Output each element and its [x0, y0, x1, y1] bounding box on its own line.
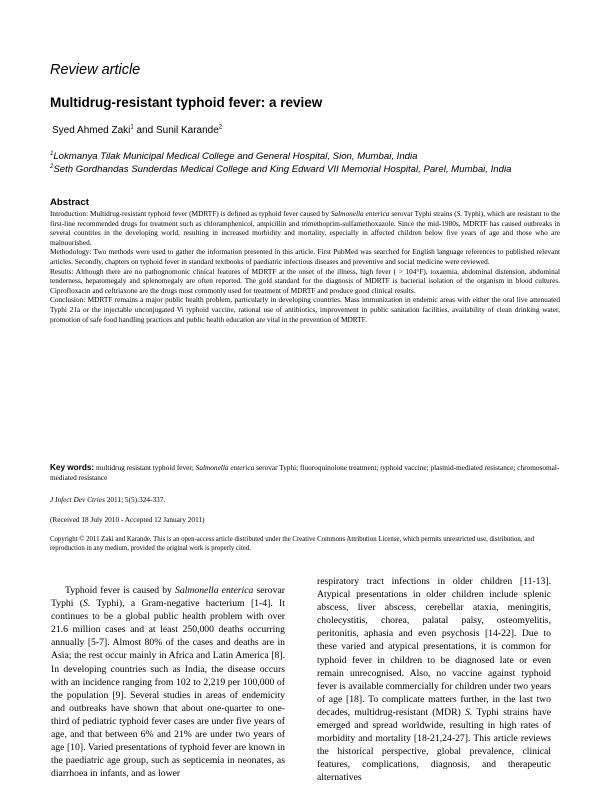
affiliation-item: [50, 150, 570, 163]
author-list: [52, 125, 222, 136]
abstract-section: [50, 197, 560, 324]
page-title: Multidrug-resistant typhoid fever: a review: [50, 95, 323, 110]
abstract-results: Results: Although there are no pathognomonic clinical features of MDRTF at the onset of the illness, high fever ( > 104°F), toxaemia, abdominal distension, abdominal tenderness, hepatomegaly and splenomegaly are often reported. The gold standard for the diagnosis of MDRTF is bacterial isolation of the organism in blood cultures. Ciprofloxacin and ceftriaxone are the drugs most commonly used for treatment of MDRTF and produce good clinical results.: [50, 266, 560, 295]
journal-citation: [50, 495, 165, 504]
author-affil-mark: 2: [218, 124, 223, 131]
author-name: Syed Ahmed Zaki: [52, 125, 131, 136]
author-name: Sunil Karande: [155, 125, 219, 136]
body-column-left: Typhoid fever is caused by Salmonella enterica serovar Typhi (S. Typhi), a Gram-negative bacterium [1-4]. It continues to be a global public health problem with over 21.6 million cases and at least 250,000 deaths occurring annually [5-7]. Almost 80% of the cases and deaths are in Asia; the rest occur mainly in Africa and Latin America [8]. In developing countries such as India, the disease occurs with an incidence ranging from 102 to 2,219 per 100,000 of the population [9]. Several studies in areas of endemicity and outbreaks have shown that about one-quarter to one-third of pediatric typhoid fever cases are under five years of age, and that between 6% and 21% are under two years of age [10]. Varied presentations of typhoid fever are known in the paediatric age group, such as septicemia in neonates, as diarrhoea in infants, and as lower: [51, 585, 285, 780]
journal-name: J Infect Dev Ctries: [50, 495, 105, 504]
affiliation-number: 2: [50, 163, 54, 170]
body-column-right: respiratory tract infections in older children [11-13]. Atypical presentations in older children include splenic abscess, liver abscess, cerebellar ataxia, meningitis, cholecystitis, chorea, palatal palsy, osteomyelitis, peritonitis, aphasia and even psychosis [14-22]. Due to these varied and atypical presentations, it is common for typhoid fever in children to be diagnosed late or even remain unrecognised. Also, no vaccine against typhoid fever is available commercially for children under two years of age [18]. To complicate matters further, in the last two decades, multidrug-resistant (MDR) S. Typhi strains have emerged and spread worldwide, resulting in high rates of morbidity and mortality [18-21,24-27]. This article reviews the historical perspective, global prevalence, clinical features, complications, diagnosis, and therapeutic alternatives: [317, 576, 552, 784]
author-affil-mark: 1: [130, 124, 134, 131]
affiliation-number: 1: [50, 150, 54, 157]
author-separator: and: [133, 125, 156, 136]
affiliations: [50, 150, 570, 176]
keywords-label: Key words:: [50, 463, 95, 472]
copyright-notice: Copyright © 2011 Zaki and Karande. This is an open-access article distributed under the Creative Commons Attribution License, which permits unrestricted use, distribution, and reproduction in any medium, provided the original work is properly cited.: [50, 536, 535, 553]
abstract-conclusion: Conclusion: MDRTF remains a major public health problem, particularly in developing countries. Mass immunization in endemic areas with either the oral live attenuated Typhi 21a or the injectable unconjugated Vi typhoid vaccine, rational use of antibiotics, improvement in public sanitation facilities, availability of clean drinking water, promotion of safe food handling practices and public health education are vital in the prevention of MDRTF.: [50, 295, 560, 324]
abstract-methodology: Methodology: Two methods were used to gather the information presented in this article. First PubMed was searched for English language references to published relevant articles. Secondly, chapters on typhoid fever in standard textbooks of paediatric infectious diseases and preventive and social medicine were reviewed.: [50, 247, 560, 266]
affiliation-item: [50, 163, 570, 176]
received-dates: (Received 18 July 2010 - Accepted 12 January 2011): [50, 515, 205, 524]
affiliation-text: Seth Gordhandas Sunderdas Medical College and King Edward VII Memorial Hospital, Parel, Mumbai, India: [53, 164, 512, 175]
abstract-introduction: Introduction: Multidrug-resistant typhoid fever (MDRTF) is defined as typhoid fever caused by Salmonella enterica serovar Typhi strains (S. Typhi), which are resistant to the first-line recommended drugs for treatment such as chloramphenicol, ampicillin and trimethoprim-sulfamethoxazole. Since the mid-1980s, MDRTF has caused outbreaks in several countries in the developing world, resulting in increased morbidity and mortality, especially in affected children below five years of age and those who are malnourished.: [50, 209, 560, 247]
citation-details: 2011; 5(5):324-337.: [104, 495, 166, 504]
abstract-heading: Abstract: [50, 197, 89, 208]
affiliation-text: Lokmanya Tilak Municipal Medical College and General Hospital, Sion, Mumbai, India: [53, 151, 418, 162]
article-type: Review article: [50, 62, 141, 78]
keywords: Key words: multidrug resistant typhoid fever; Salmonella enterica serovar Typhi; fluoroquinolone treatment; typhoid vaccine; plasmid-mediated resistance; chromosomal-mediated resistance: [50, 463, 560, 482]
